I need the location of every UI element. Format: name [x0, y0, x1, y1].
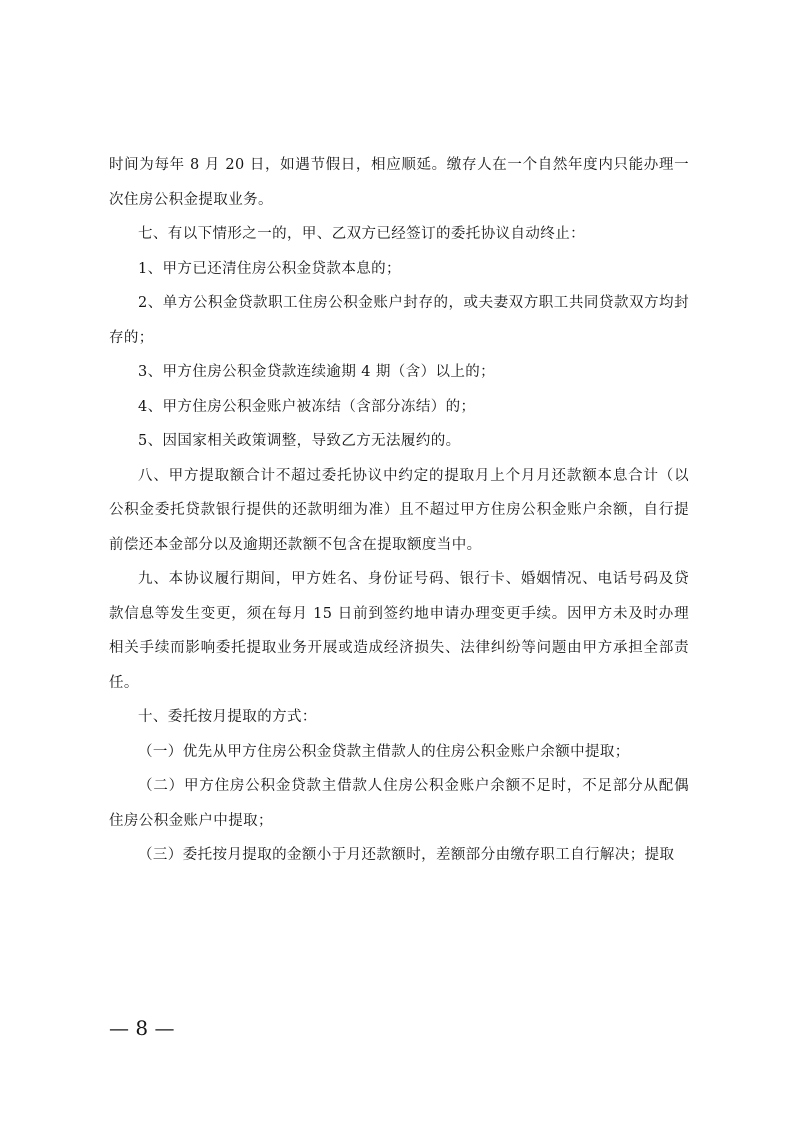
- paragraph: （三）委托按月提取的金额小于月还款额时，差额部分由缴存职工自行解决；提取: [138, 847, 675, 863]
- paragraph: 时间为每年 8 月 20 日，如遇节假日，相应顺延。缴存人在一个自然年度内只能办理一次住房公积金提取业务。: [109, 157, 689, 208]
- paragraph: 十、委托按月提取的方式：: [138, 709, 317, 725]
- paragraph: （一）优先从甲方住房公积金贷款主借款人的住房公积金账户余额中提取；: [138, 743, 630, 760]
- page-number: — 8 —: [109, 1016, 175, 1040]
- paragraph: 4、甲方住房公积金账户被冻结（含部分冻结）的；: [138, 398, 476, 415]
- paragraph: 5、因国家相关政策调整，导致乙方无法履约的。: [138, 433, 461, 449]
- body-text: [109, 148, 689, 873]
- paragraph: 3、甲方住房公积金贷款连续逾期 4 期（含）以上的；: [138, 364, 496, 380]
- paragraph: （二）甲方住房公积金贷款主借款人住房公积金账户余额不足时，不足部分从配偶住房公积金账户中提取；: [109, 778, 689, 829]
- paragraph: 2、单方公积金贷款职工住房公积金账户封存的，或夫妻双方职工共同贷款双方均封存的；: [109, 295, 689, 346]
- paragraph: 七、有以下情形之一的，甲、乙双方已经签订的委托协议自动终止：: [138, 226, 585, 242]
- paragraph: 八、甲方提取额合计不超过委托协议中约定的提取月上个月月还款额本息合计（以公积金委托贷款银行提供的还款明细为准）且不超过甲方住房公积金账户余额，自行提前偿还本金部分以及逾期还款额不包含在提取额度当中。: [109, 467, 689, 553]
- paragraph: 1、甲方已还清住房公积金贷款本息的；: [138, 260, 401, 277]
- paragraph: 九、本协议履行期间，甲方姓名、身份证号码、银行卡、婚姻情况、电话号码及贷款信息等发生变更，须在每月 15 日前到签约地申请办理变更手续。因甲方未及时办理相关手续而影响委托提取业务开展或造成经济损失、法律纠纷等问题由甲方承担全部责任。: [109, 571, 689, 691]
